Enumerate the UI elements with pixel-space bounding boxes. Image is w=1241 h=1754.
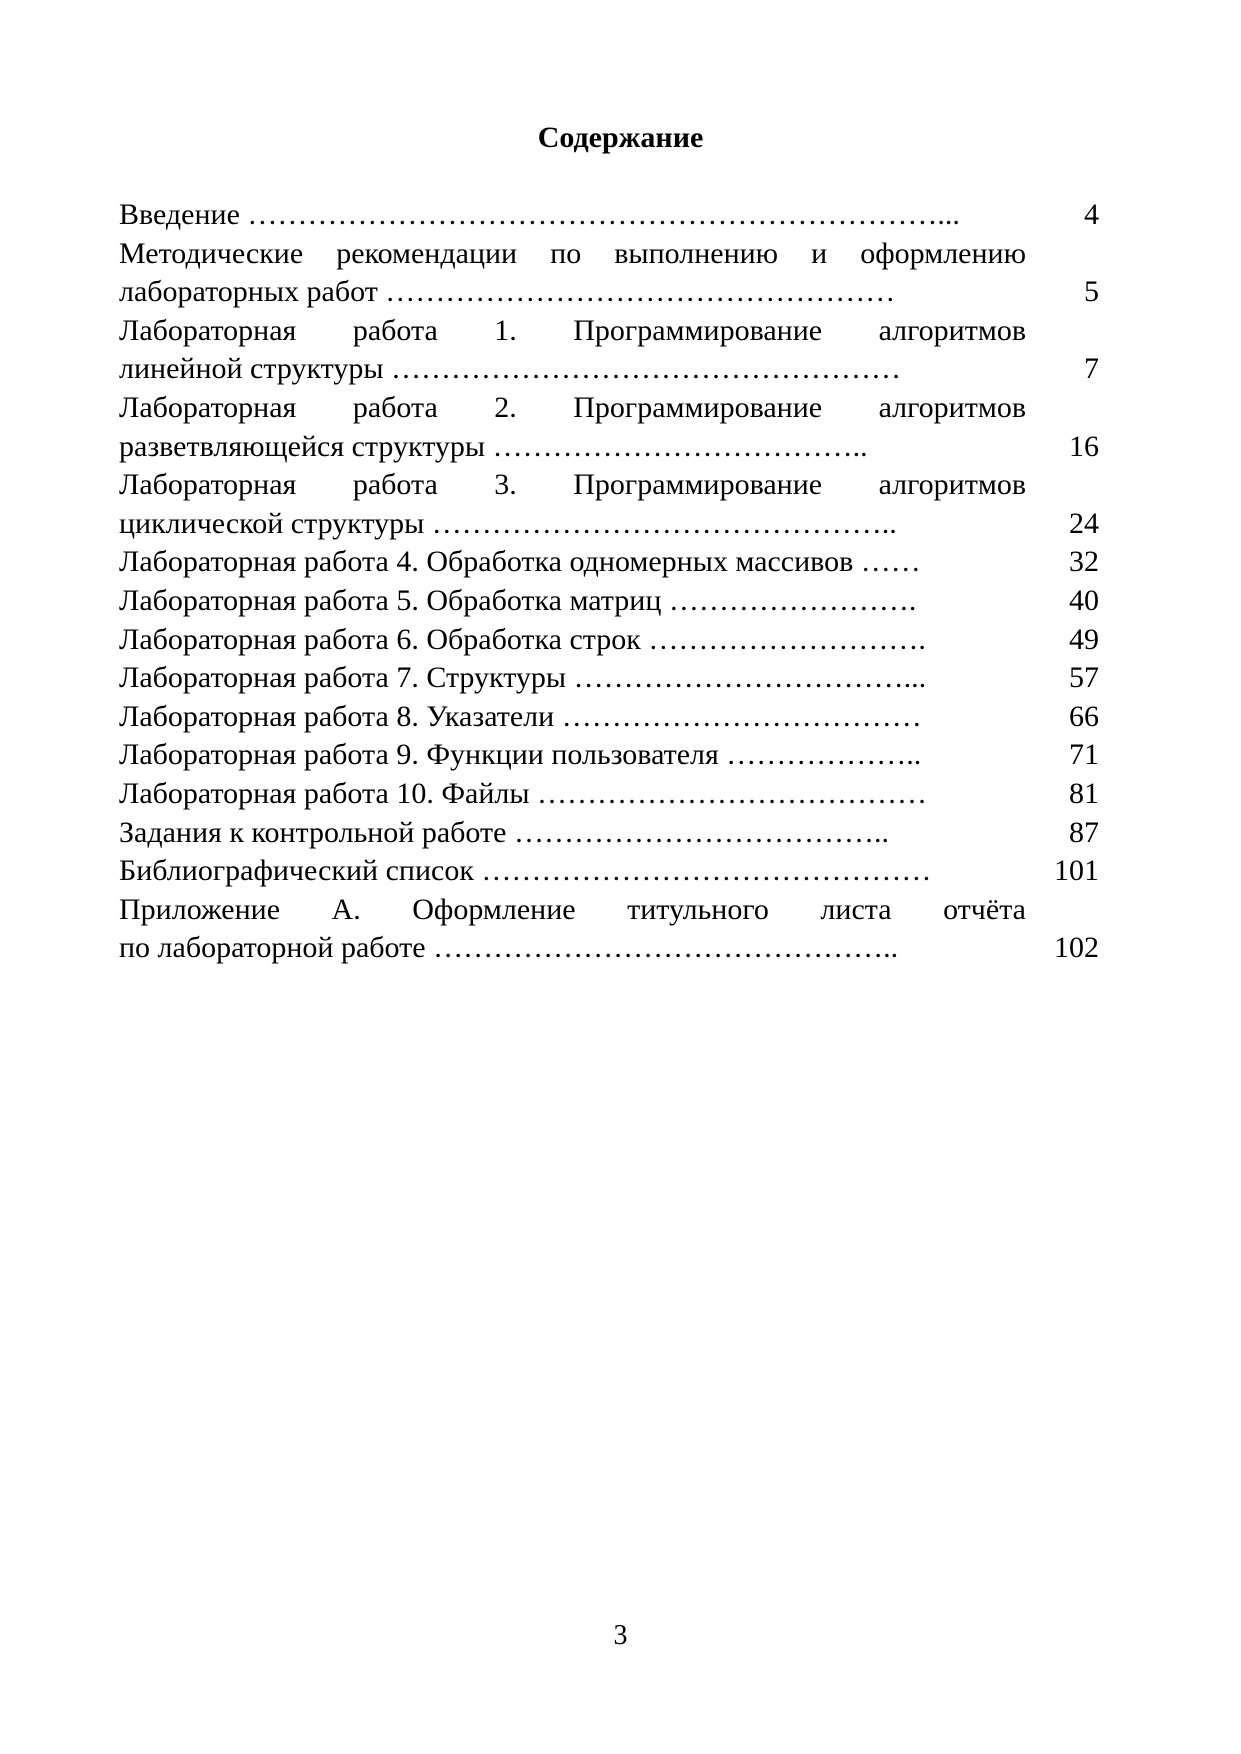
- toc-entry-text: [119, 698, 1026, 737]
- toc-entry-text: [119, 466, 1026, 543]
- toc-entry-lab-4[interactable]: [119, 543, 1099, 582]
- toc-entry-line: лабораторных работ ……………………………………………: [119, 275, 896, 309]
- toc-entry-text: [119, 775, 1026, 814]
- toc-entry-line: Введение ……………………………………………………………...: [119, 198, 960, 231]
- toc-entry-page: 7: [1084, 352, 1099, 386]
- toc-entry-text: [119, 235, 1026, 312]
- toc-entry-lab-6[interactable]: [119, 621, 1099, 660]
- toc-entry-page: 66: [1069, 699, 1099, 733]
- toc-title: Содержание: [537, 121, 704, 154]
- toc-entry-line: Лабораторная работа 5. Обработка матриц …………………….: [119, 583, 917, 617]
- toc-entry-page: 102: [1054, 931, 1099, 965]
- toc-entry-line: Лабораторная работа 8. Указатели ………………………………: [119, 699, 922, 733]
- toc-entry-assignments[interactable]: [119, 814, 1099, 853]
- toc-entry-line: циклической структуры ………………………………………..: [119, 506, 897, 540]
- toc-entry-lab-10[interactable]: [119, 775, 1099, 814]
- toc-entry-page: 32: [1069, 545, 1099, 579]
- toc-entry-line: Лабораторная работа 3. Программирование алгоритмов: [119, 468, 1026, 502]
- page-number: 3: [613, 1620, 628, 1651]
- toc-entry-text: [119, 582, 1026, 621]
- toc-entry-page: 57: [1069, 661, 1099, 695]
- toc-entry-line: Лабораторная работа 4. Обработка одномерных массивов ……: [119, 545, 921, 579]
- toc-entry-bibliography[interactable]: [119, 852, 1099, 891]
- toc-entry-introduction[interactable]: [119, 196, 1099, 235]
- toc-entry-page: 5: [1084, 275, 1099, 309]
- toc-entry-text: [119, 852, 1026, 891]
- toc-entry-line: Приложение А. Оформление титульного листа отчёта: [119, 892, 1026, 926]
- toc-entry-lab-9[interactable]: [119, 736, 1099, 775]
- toc-entry-text: [119, 736, 1026, 775]
- toc-entry-line: Лабораторная работа 6. Обработка строк ……………………….: [119, 622, 926, 656]
- toc-entry-text: [119, 389, 1026, 466]
- toc-entry-line: по лабораторной работе ………………………………………..: [119, 931, 899, 965]
- table-of-contents: [119, 196, 1099, 968]
- toc-entry-page: 81: [1069, 776, 1099, 810]
- toc-entry-text: [119, 196, 1026, 235]
- toc-entry-page: 24: [1069, 506, 1099, 540]
- toc-entry-lab-8[interactable]: [119, 698, 1099, 737]
- toc-entry-text: [119, 621, 1026, 660]
- toc-entry-lab-5[interactable]: [119, 582, 1099, 621]
- toc-entry-text: [119, 659, 1026, 698]
- toc-entry-page: 4: [1084, 198, 1099, 231]
- toc-entry-page: 101: [1054, 854, 1099, 888]
- toc-entry-line: линейной структуры ……………………………………………: [119, 352, 902, 386]
- toc-entry-line: Лабораторная работа 9. Функции пользователя ………………..: [119, 738, 922, 772]
- toc-entry-line: Лабораторная работа 10. Файлы …………………………………: [119, 776, 928, 810]
- toc-entry-text: [119, 814, 1026, 853]
- toc-entry-line: Библиографический список ………………………………………: [119, 854, 932, 888]
- toc-entry-lab-1[interactable]: [119, 312, 1099, 389]
- toc-entry-text: [119, 543, 1026, 582]
- toc-entry-page: 16: [1069, 429, 1099, 463]
- toc-entry-guidelines[interactable]: [119, 235, 1099, 312]
- toc-entry-page: 71: [1069, 738, 1099, 772]
- toc-entry-line: Задания к контрольной работе ………………………………..: [119, 815, 889, 849]
- toc-entry-line: Лабораторная работа 1. Программирование алгоритмов: [119, 313, 1026, 347]
- toc-entry-text: [119, 312, 1026, 389]
- toc-entry-text: [119, 891, 1026, 968]
- toc-entry-line: Лабораторная работа 7. Структуры ……………………………...: [119, 661, 927, 695]
- toc-entry-line: Методические рекомендации по выполнению и оформлению: [119, 236, 1026, 270]
- toc-entry-lab-7[interactable]: [119, 659, 1099, 698]
- toc-entry-page: 40: [1069, 583, 1099, 617]
- toc-entry-lab-3[interactable]: [119, 466, 1099, 543]
- toc-entry-line: Лабораторная работа 2. Программирование алгоритмов: [119, 390, 1026, 424]
- toc-entry-appendix-a[interactable]: [119, 891, 1099, 968]
- toc-entry-page: 87: [1069, 815, 1099, 849]
- toc-entry-page: 49: [1069, 622, 1099, 656]
- toc-entry-lab-2[interactable]: [119, 389, 1099, 466]
- toc-entry-line: разветвляющейся структуры ………………………………..: [119, 429, 868, 463]
